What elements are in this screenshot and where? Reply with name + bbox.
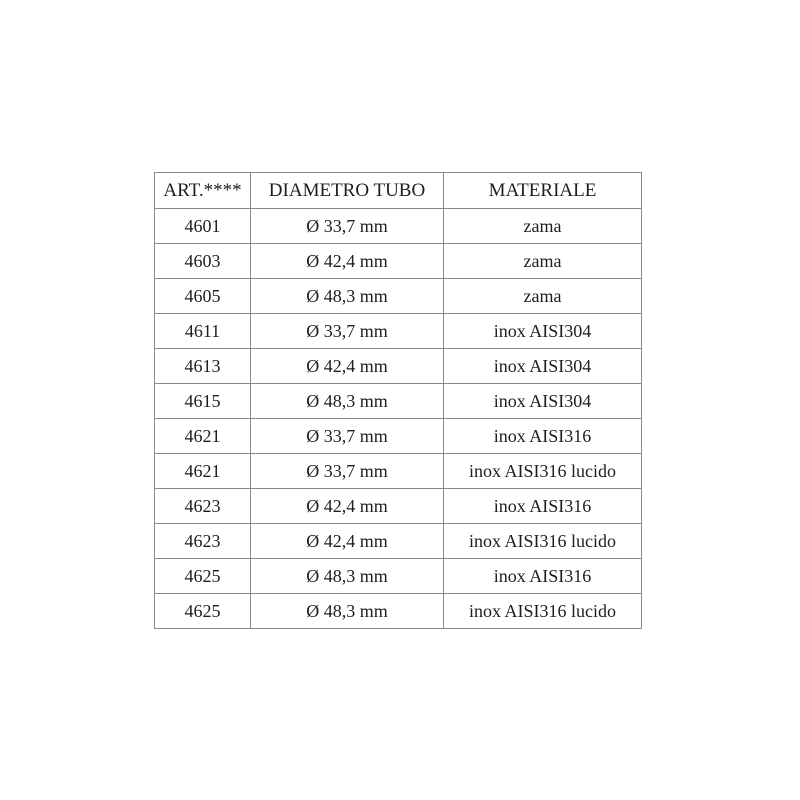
table-row	[155, 454, 642, 489]
table-row	[155, 209, 642, 244]
header-diametro-tubo: DIAMETRO TUBO	[251, 173, 444, 209]
table-header	[155, 173, 642, 209]
cell-materiale: zama	[444, 209, 642, 244]
table-row	[155, 279, 642, 314]
cell-art: 4615	[155, 384, 251, 419]
cell-materiale: inox AISI316	[444, 559, 642, 594]
cell-materiale: inox AISI304	[444, 384, 642, 419]
cell-art: 4625	[155, 594, 251, 629]
cell-diametro: Ø 42,4 mm	[251, 349, 444, 384]
cell-diametro: Ø 48,3 mm	[251, 384, 444, 419]
cell-art: 4605	[155, 279, 251, 314]
cell-materiale: inox AISI316 lucido	[444, 454, 642, 489]
cell-diametro: Ø 48,3 mm	[251, 559, 444, 594]
cell-diametro: Ø 33,7 mm	[251, 314, 444, 349]
cell-materiale: zama	[444, 244, 642, 279]
cell-art: 4623	[155, 524, 251, 559]
table-row	[155, 559, 642, 594]
cell-diametro: Ø 42,4 mm	[251, 244, 444, 279]
cell-materiale: inox AISI316 lucido	[444, 524, 642, 559]
cell-art: 4621	[155, 419, 251, 454]
header-art: ART.****	[155, 173, 251, 209]
cell-diametro: Ø 33,7 mm	[251, 419, 444, 454]
cell-materiale: zama	[444, 279, 642, 314]
spec-table-container	[154, 172, 642, 629]
header-row	[155, 173, 642, 209]
cell-art: 4611	[155, 314, 251, 349]
cell-materiale: inox AISI316	[444, 489, 642, 524]
cell-art: 4601	[155, 209, 251, 244]
table-row	[155, 244, 642, 279]
cell-diametro: Ø 48,3 mm	[251, 594, 444, 629]
cell-diametro: Ø 33,7 mm	[251, 454, 444, 489]
cell-diametro: Ø 42,4 mm	[251, 524, 444, 559]
cell-art: 4613	[155, 349, 251, 384]
header-materiale: MATERIALE	[444, 173, 642, 209]
cell-materiale: inox AISI304	[444, 349, 642, 384]
table-row	[155, 489, 642, 524]
cell-art: 4623	[155, 489, 251, 524]
table-row	[155, 314, 642, 349]
spec-table	[154, 172, 642, 629]
table-row	[155, 384, 642, 419]
cell-diametro: Ø 48,3 mm	[251, 279, 444, 314]
table-row	[155, 349, 642, 384]
cell-art: 4603	[155, 244, 251, 279]
cell-diametro: Ø 33,7 mm	[251, 209, 444, 244]
cell-diametro: Ø 42,4 mm	[251, 489, 444, 524]
cell-materiale: inox AISI304	[444, 314, 642, 349]
table-row	[155, 594, 642, 629]
cell-art: 4621	[155, 454, 251, 489]
table-row	[155, 419, 642, 454]
cell-materiale: inox AISI316 lucido	[444, 594, 642, 629]
table-body	[155, 209, 642, 629]
cell-art: 4625	[155, 559, 251, 594]
table-row	[155, 524, 642, 559]
cell-materiale: inox AISI316	[444, 419, 642, 454]
